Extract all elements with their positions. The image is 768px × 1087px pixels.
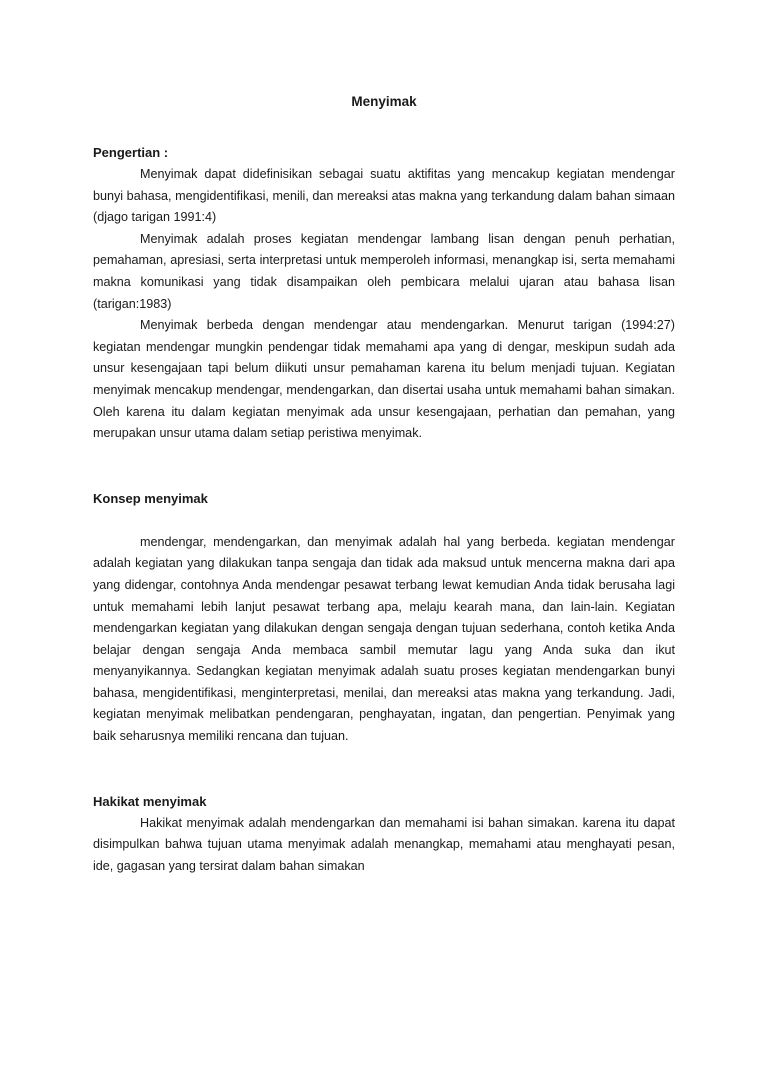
spacer: [93, 445, 675, 488]
paragraph: Hakikat menyimak adalah mendengarkan dan memahami isi bahan simakan. karena itu dapat disimpulkan bahwa tujuan utama menyimak adalah menangkap, memahami atau menghayati pesan, ide, gagasan yang tersirat dalam bahan simakan: [93, 815, 675, 873]
section-heading-hakikat: Hakikat menyimak: [93, 793, 207, 809]
paragraph: mendengar, mendengarkan, dan menyimak adalah hal yang berbeda. kegiatan mendengar adalah kegiatan yang dilakukan tanpa sengaja dan tidak ada maksud untuk mencerna makna dari apa yang didengar, contohnya Anda mendengar pesawat terbang lewat kemudian Anda tidak berusaha lagi untuk memahami lebih lanjut pesawat terbang apa, melaju kearah mana, dan lain-lain. Kegiatan mendengarkan kegiatan yang dilakukan dengan sengaja dengan tujuan sederhana, contoh ketika Anda belajar dengan sengaja Anda membaca sambil memutar lagu yang Anda suka dan ikut menyanyikannya. Sedangkan kegiatan menyimak adalah suatu proses kegiatan mendengarkan bunyi bahasa, mengidentifikasi, menginterpretasi, menilai, dan mereaksi atas makna yang terkandung. Jadi, kegiatan menyimak melibatkan pendengaran, penghayatan, ingatan, dan pengertian. Penyimak yang baik seharusnya memiliki rencana dan tujuan.: [93, 534, 675, 744]
section-heading-konsep: Konsep menyimak: [93, 490, 208, 506]
document-page: [93, 90, 675, 877]
document-title: Menyimak: [351, 94, 417, 109]
paragraph: Menyimak dapat didefinisikan sebagai suatu aktifitas yang mencakup kegiatan mendengar bunyi bahasa, mengidentifikasi, menili, dan mereaksi atas makna yang terkandung dalam bahan simaan (djago tarigan 1991:4): [93, 167, 675, 225]
spacer: [93, 748, 675, 791]
paragraph: Menyimak adalah proses kegiatan mendengar lambang lisan dengan penuh perhatian, pemahaman, apresiasi, serta interpretasi untuk memperoleh informasi, menangkap isi, serta memahami makna komunikasi yang tidak disampaikan oleh pembicara melalui ujaran atau bahasa lisan (tarigan:1983): [93, 231, 675, 311]
paragraph: Menyimak berbeda dengan mendengar atau mendengarkan. Menurut tarigan (1994:27) kegiatan mendengar mungkin pendengar tidak memahami apa yang di dengar, meskipun sudah ada unsur kesengajaan tapi belum diikuti unsur pemahaman karena itu belum menjadi tujuan. Kegiatan menyimak mencakup mendengar, mendengarkan, dan disertai usaha untuk memahami bahan simakan. Oleh karena itu dalam kegiatan menyimak ada unsur kesengajaan, perhatian dan pemahan, yang merupakan unsur utama dalam setiap peristiwa menyimak.: [93, 318, 675, 441]
section-heading-pengertian: Pengertian :: [93, 145, 169, 160]
spacer: [93, 510, 675, 532]
